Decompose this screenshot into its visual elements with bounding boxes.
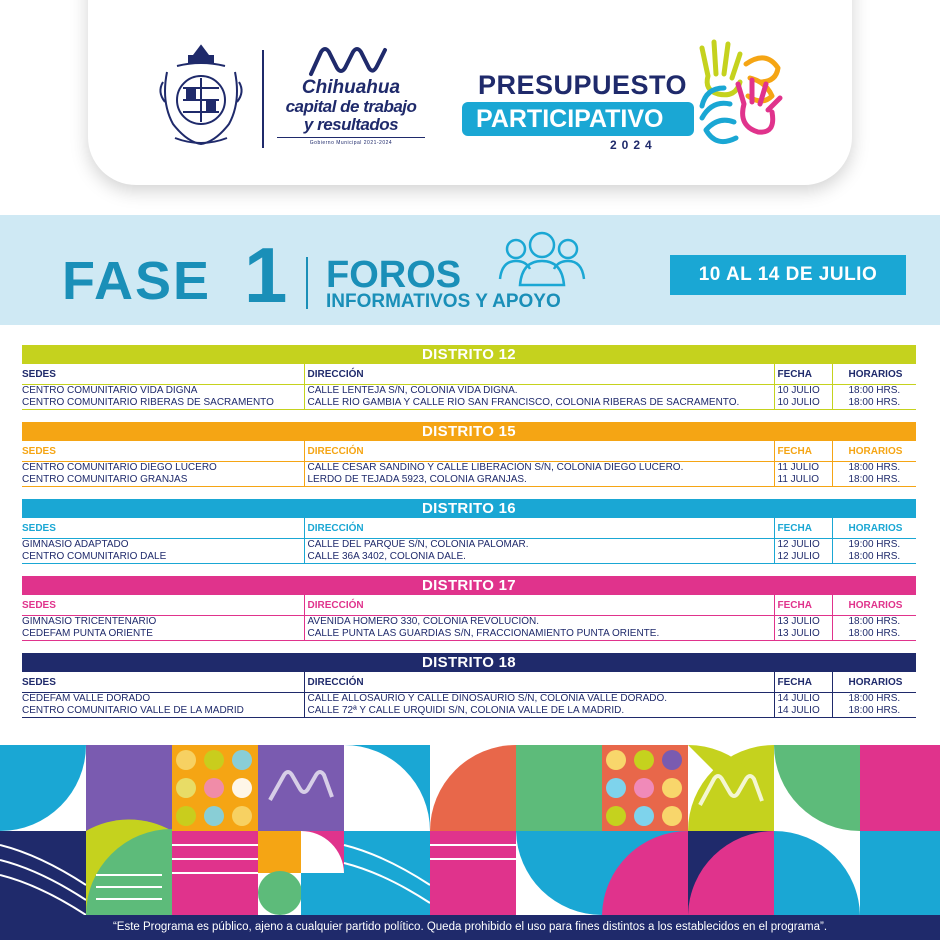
district-table bbox=[22, 364, 916, 410]
phase-band bbox=[0, 215, 940, 325]
venue-cell: CEDEFAM PUNTA ORIENTE bbox=[22, 628, 153, 639]
venue-cell: CENTRO COMUNITARIO VIDA DIGNA bbox=[22, 385, 198, 396]
district-title: DISTRITO 17 bbox=[22, 576, 916, 595]
table-row bbox=[22, 705, 916, 718]
address-cell: CALLE 72ª Y CALLE URQUIDI S/N, COLONIA VALLE DE LA MADRID. bbox=[304, 705, 774, 718]
program-title-line2: PARTICIPATIVO bbox=[462, 102, 694, 136]
district-block bbox=[22, 576, 916, 641]
date-range-badge: 10 AL 14 DE JULIO bbox=[670, 255, 906, 295]
district-title: DISTRITO 16 bbox=[22, 499, 916, 518]
time-cell: 18:00 HRS. bbox=[832, 474, 916, 487]
column-header-venue: SEDES bbox=[22, 369, 56, 380]
program-title-line1: PRESUPUESTO bbox=[478, 70, 688, 100]
time-cell: 18:00 HRS. bbox=[832, 616, 916, 629]
city-wave-logo-icon bbox=[307, 44, 391, 78]
time-cell: 18:00 HRS. bbox=[832, 385, 916, 398]
date-cell: 10 JULIO bbox=[774, 385, 832, 398]
column-header-date: FECHA bbox=[774, 595, 832, 616]
date-cell: 12 JULIO bbox=[774, 551, 832, 564]
date-cell: 12 JULIO bbox=[774, 539, 832, 552]
table-row bbox=[22, 551, 916, 564]
table-row bbox=[22, 397, 916, 410]
table-header-row bbox=[22, 364, 916, 385]
time-cell: 18:00 HRS. bbox=[832, 705, 916, 718]
date-cell: 11 JULIO bbox=[774, 474, 832, 487]
district-block bbox=[22, 499, 916, 564]
table-row bbox=[22, 385, 916, 398]
district-block bbox=[22, 422, 916, 487]
phase-label: FASE bbox=[62, 251, 212, 311]
city-crest-icon bbox=[155, 42, 247, 148]
column-header-address: DIRECCIÓN bbox=[304, 672, 774, 693]
column-header-venue: SEDES bbox=[22, 523, 56, 534]
column-header-venue: SEDES bbox=[22, 446, 56, 457]
address-cell: AVENIDA HOMERO 330, COLONIA REVOLUCIÓN. bbox=[304, 616, 774, 629]
date-cell: 11 JULIO bbox=[774, 462, 832, 475]
address-cell: CALLE PUNTA LAS GUARDIAS S/N, FRACCIONAMIENTO PUNTA ORIENTE. bbox=[304, 628, 774, 641]
date-cell: 10 JULIO bbox=[774, 397, 832, 410]
time-cell: 18:00 HRS. bbox=[832, 462, 916, 475]
time-cell: 18:00 HRS. bbox=[832, 397, 916, 410]
districts-list bbox=[22, 345, 916, 730]
column-header-address: DIRECCIÓN bbox=[304, 364, 774, 385]
table-row bbox=[22, 693, 916, 706]
address-cell: CALLE RÍO GAMBIA Y CALLE RÍO SAN FRANCISCO, COLONIA RIBERAS DE SACRAMENTO. bbox=[304, 397, 774, 410]
venue-cell: CENTRO COMUNITARIO RIBERAS DE SACRAMENTO bbox=[22, 397, 274, 408]
hands-logo-icon bbox=[688, 34, 788, 152]
column-header-time: HORARIOS bbox=[832, 672, 916, 693]
district-table bbox=[22, 441, 916, 487]
column-header-venue: SEDES bbox=[22, 600, 56, 611]
time-cell: 18:00 HRS. bbox=[832, 551, 916, 564]
time-cell: 19:00 HRS. bbox=[832, 539, 916, 552]
city-logo bbox=[277, 44, 425, 146]
district-title: DISTRITO 18 bbox=[22, 653, 916, 672]
venue-cell: GIMNASIO ADAPTADO bbox=[22, 539, 129, 550]
venue-cell: CEDEFAM VALLE DORADO bbox=[22, 693, 151, 704]
column-header-date: FECHA bbox=[774, 441, 832, 462]
column-header-date: FECHA bbox=[774, 518, 832, 539]
address-cell: CALLE ALLOSAURIO Y CALLE DINOSAURIO S/N, COLONIA VALLE DORADO. bbox=[304, 693, 774, 706]
district-table bbox=[22, 595, 916, 641]
logo-divider bbox=[262, 50, 264, 148]
address-cell: CALLE CESAR SANDINO Y CALLE LIBERACIÓN S/N, COLONIA DIEGO LUCERO. bbox=[304, 462, 774, 475]
column-header-time: HORARIOS bbox=[832, 518, 916, 539]
date-cell: 14 JULIO bbox=[774, 693, 832, 706]
phase-divider bbox=[306, 257, 308, 309]
city-government-label: Gobierno Municipal 2021-2024 bbox=[277, 137, 425, 146]
table-row bbox=[22, 628, 916, 641]
time-cell: 18:00 HRS. bbox=[832, 693, 916, 706]
column-header-date: FECHA bbox=[774, 364, 832, 385]
district-table bbox=[22, 518, 916, 564]
column-header-venue: SEDES bbox=[22, 677, 56, 688]
time-cell: 18:00 HRS. bbox=[832, 628, 916, 641]
column-header-date: FECHA bbox=[774, 672, 832, 693]
venue-cell: CENTRO COMUNITARIO VALLE DE LA MADRID bbox=[22, 705, 244, 716]
table-row bbox=[22, 616, 916, 629]
venue-cell: CENTRO COMUNITARIO DALE bbox=[22, 551, 167, 562]
column-header-address: DIRECCIÓN bbox=[304, 595, 774, 616]
venue-cell: CENTRO COMUNITARIO GRANJAS bbox=[22, 474, 188, 485]
column-header-time: HORARIOS bbox=[832, 364, 916, 385]
table-header-row bbox=[22, 672, 916, 693]
footer-disclaimer: “Este Programa es público, ajeno a cualquier partido político. Queda prohibido el uso para fines distintos a los establecidos en el programa”. bbox=[0, 915, 940, 940]
date-cell: 13 JULIO bbox=[774, 616, 832, 629]
address-cell: CALLE LENTEJA S/N, COLONIA VIDA DIGNA. bbox=[304, 385, 774, 398]
venue-cell: CENTRO COMUNITARIO DIEGO LUCERO bbox=[22, 462, 217, 473]
district-block bbox=[22, 653, 916, 718]
district-title: DISTRITO 12 bbox=[22, 345, 916, 364]
program-year: 2024 bbox=[610, 138, 657, 152]
column-header-address: DIRECCIÓN bbox=[304, 518, 774, 539]
table-row bbox=[22, 462, 916, 475]
column-header-time: HORARIOS bbox=[832, 441, 916, 462]
decorative-pattern bbox=[0, 745, 940, 915]
address-cell: CALLE DEL PARQUE S/N, COLONIA PALOMAR. bbox=[304, 539, 774, 552]
date-cell: 13 JULIO bbox=[774, 628, 832, 641]
city-slogan-line1: capital de trabajo bbox=[285, 97, 417, 116]
district-title: DISTRITO 15 bbox=[22, 422, 916, 441]
phase-title-line1: FOROS bbox=[326, 254, 462, 296]
address-cell: LERDO DE TEJADA 5923, COLONIA GRANJAS. bbox=[304, 474, 774, 487]
address-cell: CALLE 36A 3402, COLONIA DALE. bbox=[304, 551, 774, 564]
venue-cell: GIMNASIO TRICENTENARIO bbox=[22, 616, 157, 627]
phase-number: 1 bbox=[244, 231, 288, 319]
column-header-time: HORARIOS bbox=[832, 595, 916, 616]
program-logo bbox=[462, 34, 792, 154]
table-header-row bbox=[22, 518, 916, 539]
table-header-row bbox=[22, 441, 916, 462]
district-table bbox=[22, 672, 916, 718]
city-name: Chihuahua bbox=[301, 77, 401, 98]
people-group-icon bbox=[496, 227, 588, 289]
column-header-address: DIRECCIÓN bbox=[304, 441, 774, 462]
table-header-row bbox=[22, 595, 916, 616]
district-block bbox=[22, 345, 916, 410]
table-row bbox=[22, 539, 916, 552]
phase-title-line2: INFORMATIVOS Y APOYO bbox=[326, 291, 561, 312]
table-row bbox=[22, 474, 916, 487]
date-cell: 14 JULIO bbox=[774, 705, 832, 718]
city-slogan-line2: y resultados bbox=[303, 115, 399, 134]
